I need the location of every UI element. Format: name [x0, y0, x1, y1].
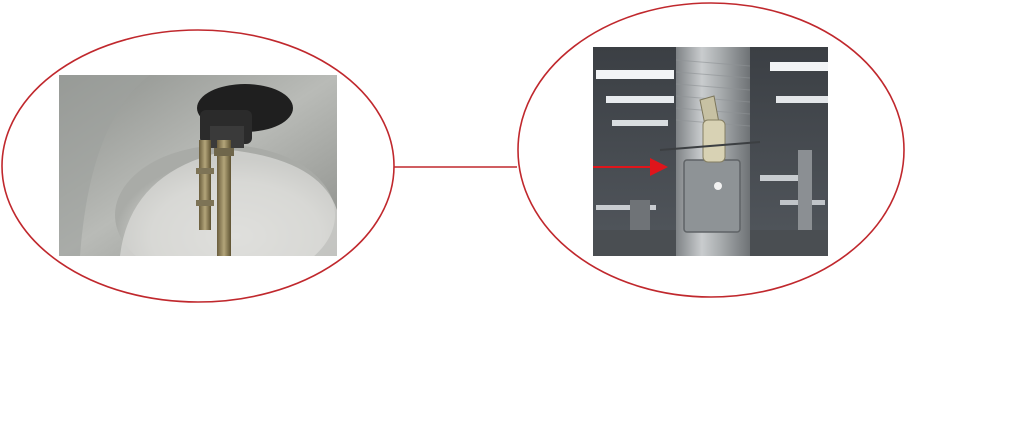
left-photo [59, 75, 337, 285]
right-photo [593, 47, 828, 256]
